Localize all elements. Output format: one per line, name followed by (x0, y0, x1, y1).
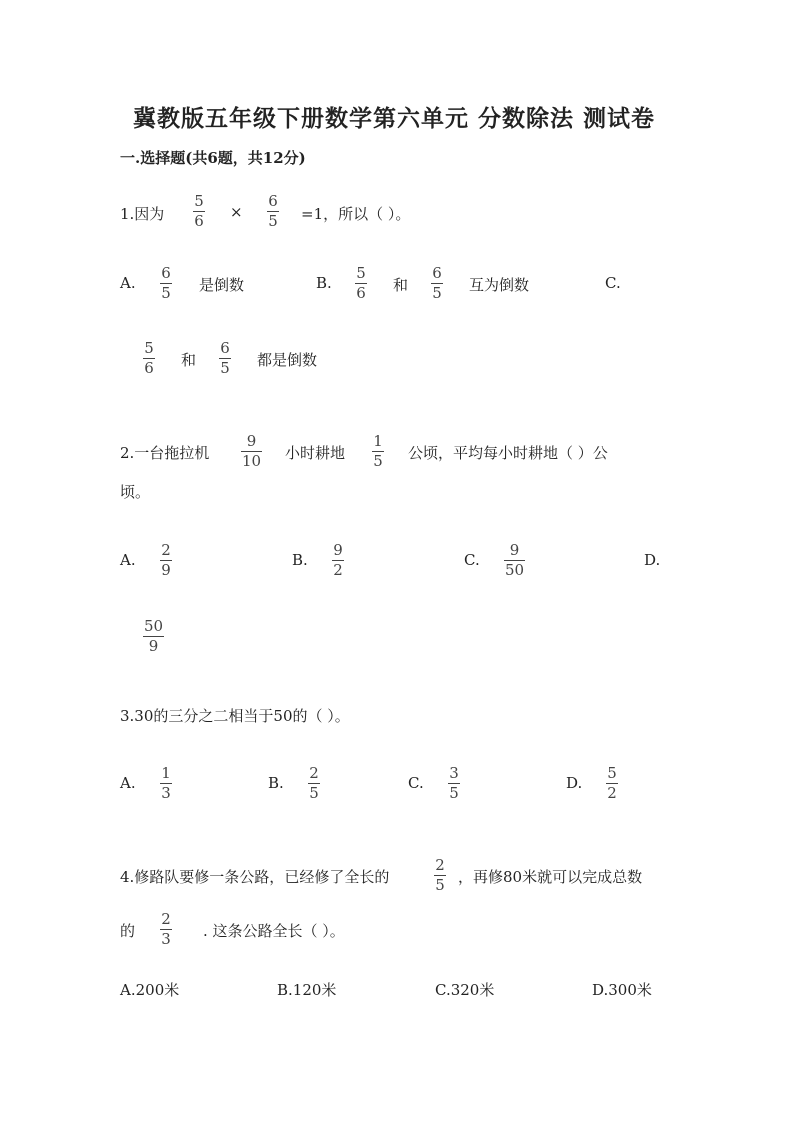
q1-option-b-label: B. (316, 274, 332, 292)
denominator: 50 (505, 561, 525, 579)
q2-option-c-fraction (504, 542, 525, 579)
q4-line-2-suffix: . 这条公路全长（ ）。 (203, 922, 345, 940)
q1-option-b-fraction-1 (355, 265, 367, 302)
denominator: 5 (435, 876, 445, 894)
q1-option-c-fraction-2 (219, 340, 231, 377)
q4-suffix: ，再修80米就可以完成总数 (458, 868, 643, 886)
q3-text: 3.30的三分之二相当于50的（ ）。 (120, 707, 350, 725)
denominator: 5 (161, 284, 171, 302)
q1-option-b-fraction-2 (431, 265, 443, 302)
numerator: 9 (333, 541, 343, 559)
numerator: 50 (144, 617, 164, 635)
q2-fraction-1 (241, 433, 262, 470)
numerator: 2 (435, 856, 445, 874)
numerator: 9 (246, 432, 257, 450)
q4-fraction-1 (434, 857, 446, 894)
numerator: 9 (509, 541, 520, 559)
q3-option-b-label: B. (268, 774, 284, 792)
q2-option-b-fraction (332, 542, 344, 579)
denominator: 6 (144, 359, 154, 377)
times-sign: × (230, 203, 243, 221)
q2-prefix: 2.一台拖拉机 (120, 444, 210, 462)
numerator: 2 (161, 910, 171, 928)
numerator: 5 (607, 764, 617, 782)
q1-option-b-text: 互为倒数 (469, 276, 530, 294)
numerator: 6 (268, 192, 278, 210)
numerator: 6 (220, 339, 230, 357)
q4-fraction-2 (160, 911, 172, 948)
q4-option-b: B.120米 (277, 981, 337, 999)
denominator: 9 (148, 637, 159, 655)
numerator: 1 (373, 432, 383, 450)
denominator: 6 (194, 212, 204, 230)
q3-option-c-fraction (448, 765, 460, 802)
denominator: 3 (161, 784, 171, 802)
numerator: 1 (161, 764, 171, 782)
q1-option-c-text: 都是倒数 (257, 351, 318, 369)
numerator: 5 (356, 264, 366, 282)
numerator: 2 (309, 764, 319, 782)
numerator: 3 (449, 764, 459, 782)
denominator: 2 (607, 784, 617, 802)
q2-middle-text: 小时耕地 (285, 444, 346, 462)
q1-option-c-fraction-1 (143, 340, 155, 377)
numerator: 6 (432, 264, 442, 282)
denominator: 3 (161, 930, 171, 948)
q4-option-c: C.320米 (435, 981, 495, 999)
q2-option-d-label: D. (644, 551, 661, 569)
q4-option-a: A.200米 (120, 981, 180, 999)
q1-option-a-label: A. (120, 274, 136, 292)
q1-suffix: =1，所以（ ）。 (301, 205, 411, 223)
q1-option-a-text: 是倒数 (199, 276, 245, 294)
denominator: 5 (220, 359, 230, 377)
q4-prefix: 4.修路队要修一条公路，已经修了全长的 (120, 868, 390, 886)
page-title: 冀教版五年级下册数学第六单元 分数除法 测试卷 (133, 105, 656, 132)
q2-option-a-label: A. (120, 551, 136, 569)
q2-option-b-label: B. (292, 551, 308, 569)
denominator: 10 (242, 452, 262, 470)
q1-option-c-and: 和 (181, 351, 197, 369)
numerator: 5 (194, 192, 204, 210)
q3-option-d-label: D. (566, 774, 583, 792)
numerator: 2 (161, 541, 171, 559)
denominator: 5 (309, 784, 319, 802)
q2-line-2: 顷。 (120, 483, 151, 501)
q2-option-c-label: C. (464, 551, 480, 569)
q1-fraction-1 (193, 193, 205, 230)
q3-option-d-fraction (606, 765, 618, 802)
q3-option-c-label: C. (408, 774, 424, 792)
q1-option-a-fraction (160, 265, 172, 302)
q2-option-a-fraction (160, 542, 172, 579)
denominator: 5 (432, 284, 442, 302)
denominator: 5 (373, 452, 383, 470)
q4-line-2-prefix: 的 (120, 922, 136, 940)
denominator: 6 (356, 284, 366, 302)
denominator: 2 (333, 561, 343, 579)
q3-option-a-fraction (160, 765, 172, 802)
q2-option-d-fraction (143, 618, 164, 655)
q1-fraction-2 (267, 193, 279, 230)
q2-fraction-2 (372, 433, 384, 470)
denominator: 5 (268, 212, 278, 230)
denominator: 9 (161, 561, 171, 579)
q2-suffix: 公顷，平均每小时耕地（ ）公 (408, 444, 608, 462)
q1-option-b-and: 和 (393, 276, 409, 294)
numerator: 5 (144, 339, 154, 357)
q1-option-c-label: C. (605, 274, 621, 292)
numerator: 6 (161, 264, 171, 282)
q4-option-d: D.300米 (592, 981, 652, 999)
q3-option-a-label: A. (120, 774, 136, 792)
section-heading: 一.选择题(共6题，共12分) (120, 149, 306, 167)
q3-option-b-fraction (308, 765, 320, 802)
denominator: 5 (449, 784, 459, 802)
q1-prefix: 1.因为 (120, 205, 165, 223)
